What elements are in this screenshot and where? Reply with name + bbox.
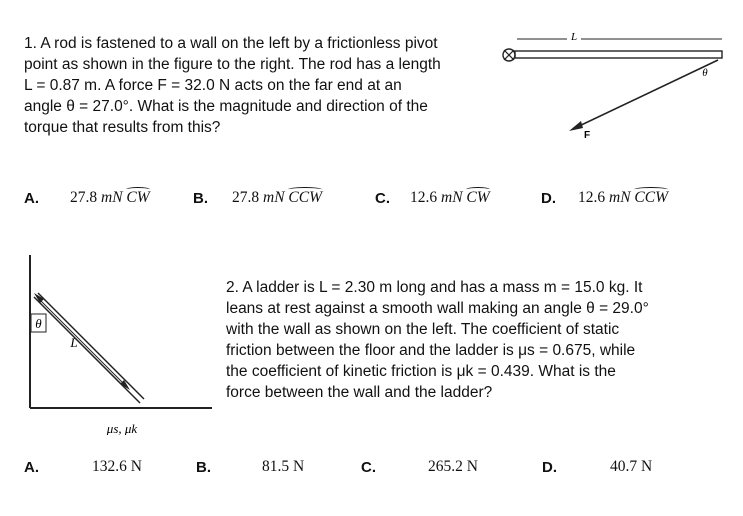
- q2-choice-d-letter: D.: [542, 459, 557, 476]
- q2-choice-c-letter: C.: [361, 459, 376, 476]
- q1-choice-b-letter: B.: [193, 190, 208, 207]
- ladder-length-label: L: [70, 335, 78, 350]
- rod-length-label: L: [570, 31, 578, 43]
- force-arrowhead: [569, 121, 583, 131]
- ladder-angle-label: θ: [35, 316, 42, 331]
- q1-line-2: point as shown in the figure to the right. The rod has a length: [24, 56, 441, 73]
- q2-choice-a[interactable]: 132.6 N: [92, 458, 142, 475]
- q1-choice-c-value: 12.6: [410, 189, 438, 206]
- q2-line-5: the coefficient of kinetic friction is μk = 0.439. What is the: [226, 363, 616, 380]
- q1-choice-a-letter: A.: [24, 190, 39, 207]
- q2-choice-b[interactable]: 81.5 N: [262, 458, 305, 475]
- q1-choice-b[interactable]: [232, 189, 322, 207]
- q1-choice-a-unit: mN: [101, 189, 123, 206]
- q1-choice-d-value: 12.6: [578, 189, 606, 206]
- q1-choice-c[interactable]: [410, 189, 490, 207]
- q2-choice-b-letter: B.: [196, 459, 211, 476]
- q1-choice-c-letter: C.: [375, 190, 390, 207]
- q1-line-3: L = 0.87 m. A force F = 32.0 N acts on the far end at an: [24, 77, 402, 94]
- q2-line-3: with the wall as shown on the left. The coefficient of static: [226, 321, 620, 338]
- q1-choice-d-letter: D.: [541, 190, 556, 207]
- q1-choice-d[interactable]: [578, 189, 668, 207]
- q2-choice-d[interactable]: 40.7 N: [610, 458, 653, 475]
- q1-line-5: torque that results from this?: [24, 119, 221, 136]
- rod: [515, 51, 722, 58]
- q1-choice-a-value: 27.8: [70, 189, 98, 206]
- q2-line-1: 2. A ladder is L = 2.30 m long and has a mass m = 15.0 kg. It: [226, 279, 643, 296]
- ladder-rail-1: [34, 297, 140, 403]
- q1-choice-d-dir: CCW: [634, 189, 669, 206]
- q1-choice-c-unit: mN: [441, 189, 463, 206]
- rod-angle-label: θ: [702, 67, 708, 79]
- q1-choice-b-dir: CCW: [288, 189, 323, 206]
- q2-choice-a-letter: A.: [24, 459, 39, 476]
- q2-line-4: friction between the floor and the ladder is μs = 0.675, while: [226, 342, 636, 359]
- ladder-rail-2: [38, 293, 144, 399]
- q1-line-1: 1. A rod is fastened to a wall on the left by a frictionless pivot: [24, 35, 438, 52]
- q2-line-6: force between the wall and the ladder?: [226, 384, 493, 401]
- force-label: F: [583, 130, 591, 141]
- q1-choice-b-unit: mN: [263, 189, 285, 206]
- pivot-icon: [503, 49, 515, 61]
- force-arrow: [575, 60, 718, 128]
- q2-line-2: leans at rest against a smooth wall making an angle θ = 29.0°: [226, 300, 649, 317]
- q1-choice-c-dir: CW: [466, 189, 490, 206]
- q1-choice-d-unit: mN: [609, 189, 631, 206]
- q1-line-4: angle θ = 27.0°. What is the magnitude and direction of the: [24, 98, 428, 115]
- q2-choice-c[interactable]: 265.2 N: [428, 458, 478, 475]
- ladder-length-line: [38, 298, 126, 386]
- q2-ladder-figure: [20, 255, 220, 435]
- q1-choice-a[interactable]: [70, 189, 150, 207]
- friction-coefficients-label: μs, μk: [106, 421, 138, 435]
- q1-rod-figure: [495, 20, 735, 150]
- q1-choice-a-dir: CW: [126, 189, 150, 206]
- q1-choice-b-value: 27.8: [232, 189, 260, 206]
